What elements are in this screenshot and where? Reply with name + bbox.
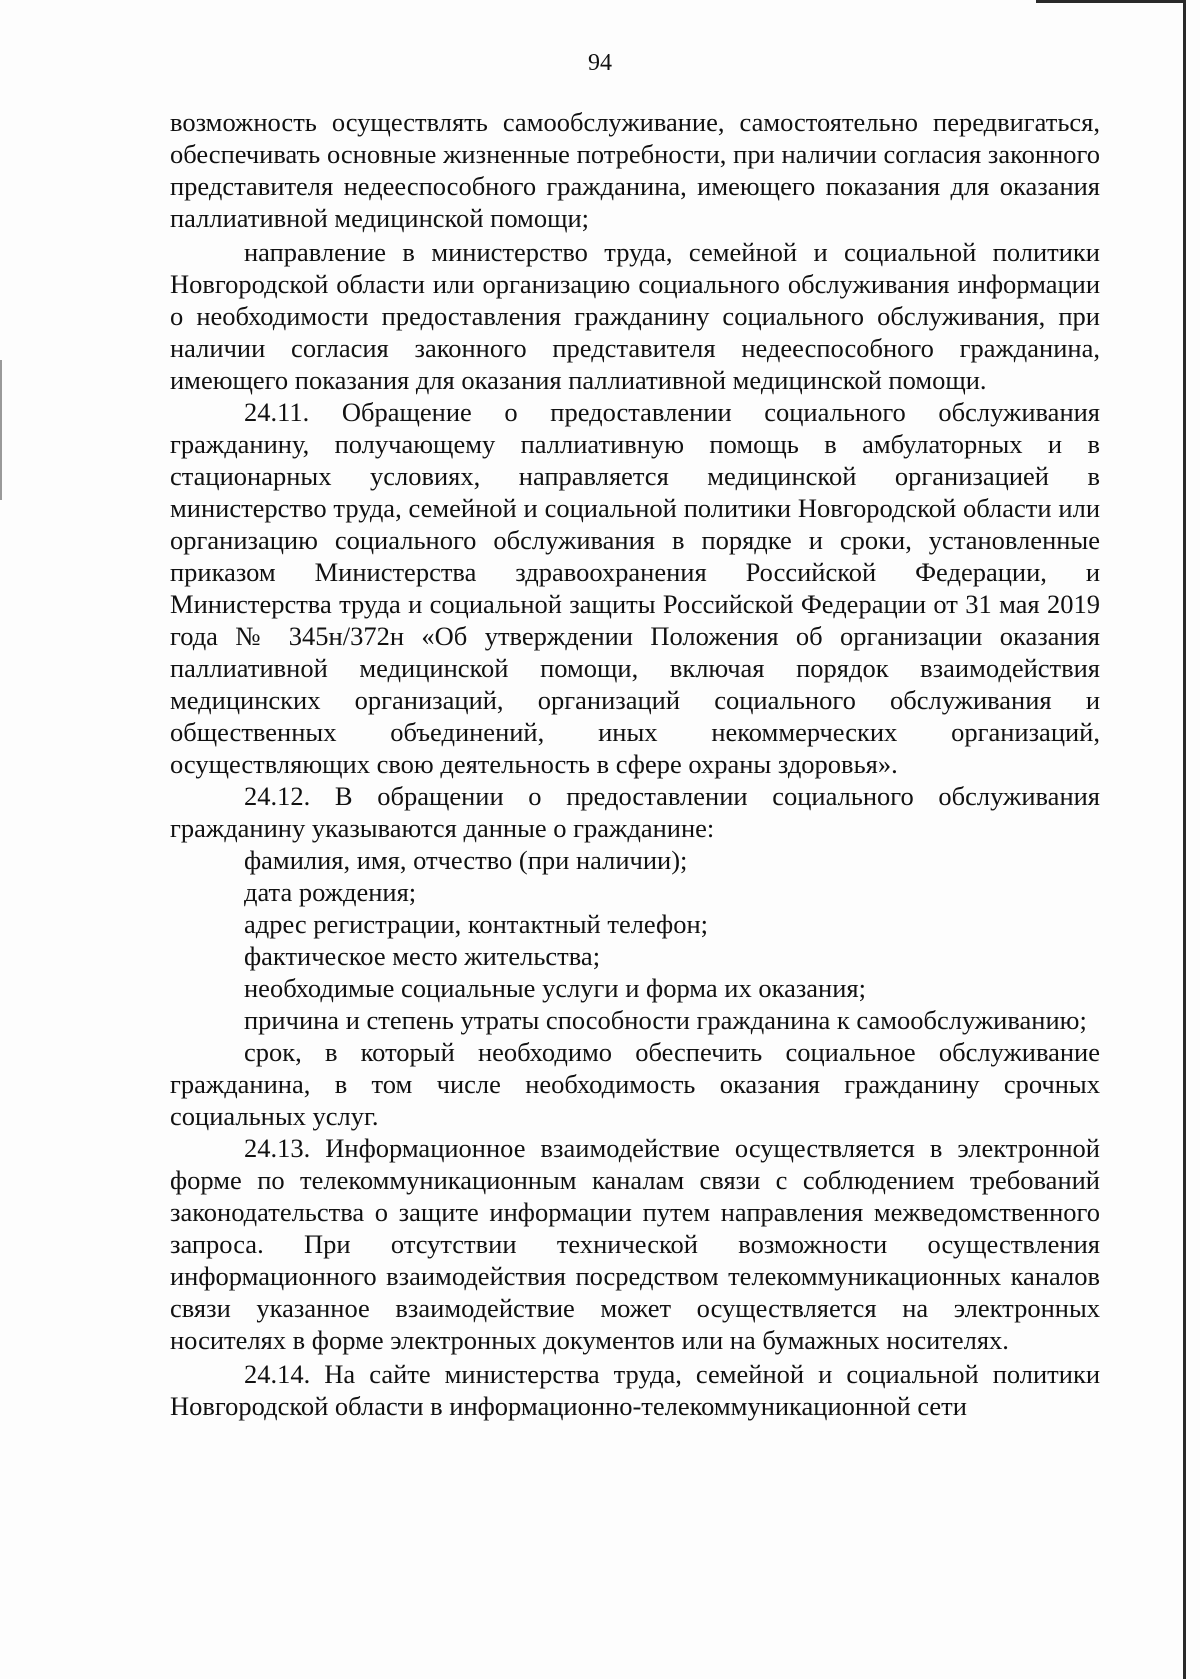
paragraph: возможность осуществлять самообслуживание, самостоятельно передвигаться, обеспечивать основные жизненные потребности, при наличии согласия законного представителя недееспособного гражданина, имеющего показания для оказания паллиативной медицинской помощи;	[170, 107, 1100, 233]
scan-edge-left	[0, 360, 2, 500]
paragraph: 24.11. Обращение о предоставлении социального обслуживания гражданину, получающему паллиативную помощь в амбулаторных и в стационарных условиях, направляется медицинской организацией в министерство труда, семейной и социальной политики Новгородской области или организацию социального обслуживания в порядке и сроки, установленные приказом Министерства здравоохранения Российской Федерации, и Министерства труда и социальной защиты Российской Федерации от 31 мая 2019 года № 345н/372н «Об утверждении Положения об организации оказания паллиативной медицинской помощи, включая порядок взаимодействия медицинских организаций, организаций социального обслуживания и общественных объединений, иных некоммерческих организаций, осуществляющих свою деятельность в сфере охраны здоровья».	[170, 397, 1100, 779]
list-item: фактическое место жительства;	[244, 941, 601, 971]
paragraph: 24.14. На сайте министерства труда, семейной и социальной политики Новгородской области в информационно-телекоммуникационной сети	[170, 1359, 1100, 1421]
page-number: 94	[588, 50, 612, 76]
list-item: необходимые социальные услуги и форма их оказания;	[244, 973, 866, 1003]
list-item: дата рождения;	[244, 877, 417, 907]
document-body	[170, 106, 1100, 1422]
list-item: причина и степень утраты способности гражданина к самообслуживанию;	[244, 1005, 1087, 1035]
paragraph: 24.13. Информационное взаимодействие осуществляется в электронной форме по телекоммуникационным каналам связи с соблюдением требований законодательства о защите информации путем направления межведомственного запроса. При отсутствии технической возможности осуществления информационного взаимодействия посредством телекоммуникационных каналов связи указанное взаимодействие может осуществляется на электронных носителях в форме электронных документов или на бумажных носителях.	[170, 1133, 1100, 1355]
paragraph: 24.12. В обращении о предоставлении социального обслуживания гражданину указываются данные о гражданине:	[170, 781, 1100, 843]
scan-edge-right	[1183, 0, 1186, 1679]
list-item: фамилия, имя, отчество (при наличии);	[244, 845, 688, 875]
scan-edge-top	[1036, 0, 1186, 3]
paragraph: направление в министерство труда, семейной и социальной политики Новгородской области или организацию социального обслуживания информации о необходимости предоставления гражданину социального обслуживания, при наличии согласия законного представителя недееспособного гражданина, имеющего показания для оказания паллиативной медицинской помощи.	[170, 237, 1100, 395]
list-item: срок, в который необходимо обеспечить социальное обслуживание гражданина, в том числе необходимость оказания гражданину срочных социальных услуг.	[170, 1037, 1100, 1131]
list-item: адрес регистрации, контактный телефон;	[244, 909, 708, 939]
